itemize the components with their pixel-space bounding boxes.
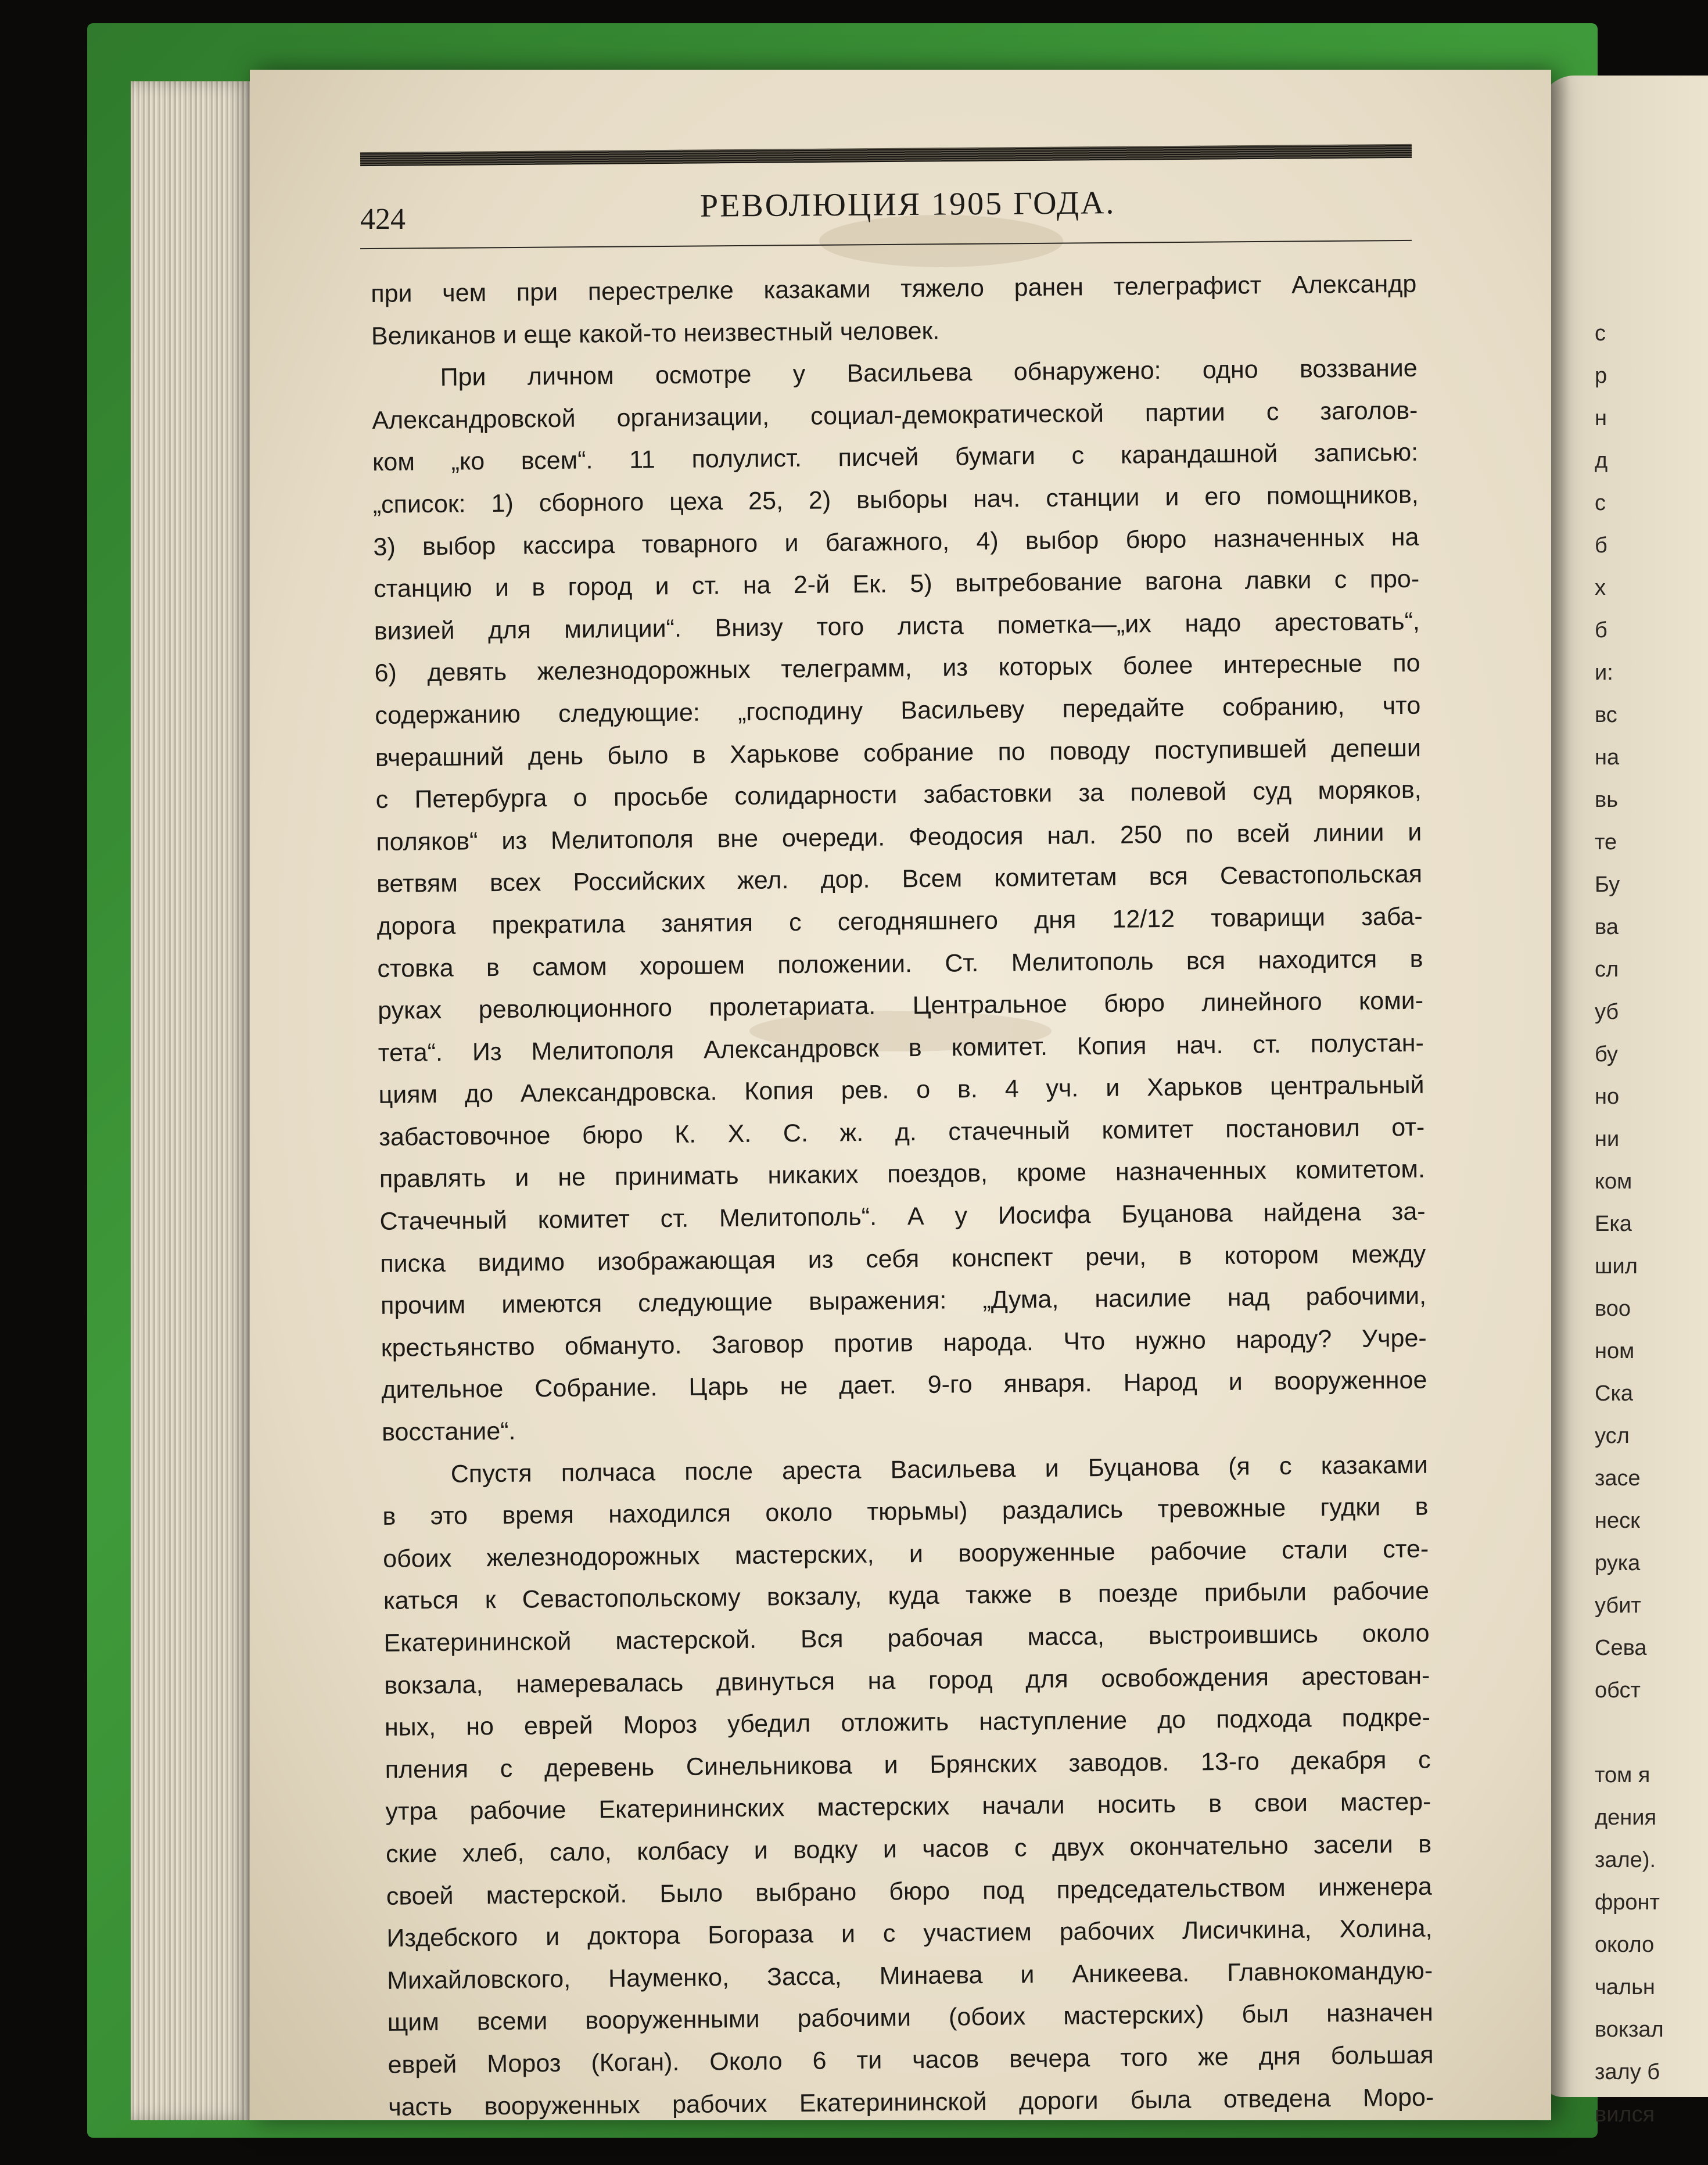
facing-page-fragment: воо: [1595, 1297, 1631, 1321]
facing-page-fragment: на: [1595, 745, 1620, 770]
facing-page-fragment: Ека: [1595, 1212, 1632, 1236]
text-line: тета“. Из Мелитополя Александровск в комитет. Копия нач. ст. полустан-: [378, 1029, 1424, 1067]
text-line: в это время находился около тюрьмы) раздались тревожные гудки в: [382, 1492, 1429, 1531]
facing-page-fragment: б: [1595, 618, 1607, 642]
facing-page-fragment: Ска: [1595, 1381, 1634, 1406]
facing-page-fragment: ком: [1595, 1169, 1632, 1194]
text-line: руках революционного пролетариата. Центральное бюро линейного коми-: [377, 986, 1424, 1025]
facing-page-fragment: засе: [1595, 1466, 1641, 1491]
text-line: ские хлеб, сало, колбасу и водку и часов с двух окончательно засели в: [385, 1830, 1432, 1868]
text-line: забастовочное бюро К. Х. С. ж. д. стачечный комитет постановил от-: [379, 1113, 1425, 1151]
text-line: Спустя полчаса после ареста Васильева и Буцанова (я с казаками: [450, 1450, 1429, 1488]
text-line: щим всеми вооруженными рабочими (обоих мастерских) был назначен: [387, 1998, 1434, 2037]
text-line: 6) девять железнодорожных телеграмм, из которых более интересные по: [374, 649, 1420, 688]
page-number: 424: [360, 203, 406, 236]
text-line: часть вооруженных рабочих Екатерининской дороги была отведена Моро-: [388, 2083, 1434, 2121]
facing-page-fragment: том я: [1595, 1763, 1650, 1787]
facing-page-fragment: б: [1595, 533, 1607, 558]
facing-page-fragment: дения: [1595, 1805, 1657, 1830]
page-edges: [131, 81, 259, 2120]
facing-page-fragment: с: [1595, 491, 1606, 515]
text-line: 3) выбор кассира товарного и багажного, 4) выбор бюро назначенных на: [373, 523, 1419, 561]
facing-page-fragment: сл: [1595, 957, 1619, 982]
text-line: своей мастерской. Было выбрано бюро под председательством инженера: [386, 1872, 1432, 1911]
text-line: правлять и не принимать никаких поездов, кроме назначенных комитетом.: [379, 1155, 1426, 1194]
text-line: При личном осмотре у Васильева обнаружено: одно воззвание: [440, 354, 1418, 392]
facing-page-fragment: вился: [1595, 2102, 1655, 2127]
text-line: поляков“ из Мелитополя вне очереди. Феодосия нал. 250 по всей линии и: [376, 818, 1422, 856]
text-line: крестьянство обмануто. Заговор против народа. Что нужно народу? Учре-: [381, 1324, 1427, 1362]
facing-page-fragment: р: [1595, 364, 1607, 388]
facing-page-fragment: залу б: [1595, 2060, 1660, 2084]
facing-page-fragment: усл: [1595, 1424, 1630, 1448]
text-line: при чем при перестрелке казаками тяжело ранен телеграфист Александр: [371, 270, 1417, 308]
text-line: стовка в самом хорошем положении. Ст. Мелитополь вся находится в: [377, 945, 1423, 983]
text-line: Великанов и еще какой-то неизвестный человек.: [371, 317, 940, 350]
facing-page-fragment: бу: [1595, 1042, 1618, 1067]
facing-page-fragment: обст: [1595, 1678, 1641, 1703]
facing-page-fragment: вь: [1595, 788, 1618, 812]
text-line: ветвям всех Российских жел. дор. Всем комитетам вся Севастопольская: [376, 860, 1423, 899]
facing-page-fragment: ном: [1595, 1339, 1635, 1363]
facing-page-fragment: неск: [1595, 1509, 1640, 1533]
facing-page-fragment: уб: [1595, 1000, 1619, 1024]
text-line: содержанию следующие: „господину Васильеву передайте собранию, что: [375, 691, 1421, 730]
text-line: циям до Александровска. Копия рев. о в. 4 уч. и Харьков центральный: [378, 1071, 1424, 1110]
text-line: дорога прекратила занятия с сегодняшнего дня 12/12 товарищи заба-: [376, 902, 1423, 940]
text-line: каться к Севастопольскому вокзалу, куда также в поезде прибыли рабочие: [383, 1577, 1430, 1615]
facing-page-fragment: Сева: [1595, 1636, 1647, 1660]
text-line: ком „ко всем“. 11 полулист. писчей бумаги с карандашной записью:: [372, 439, 1419, 477]
text-line: ных, но еврей Мороз убедил отложить наступление до подхода подкре-: [384, 1703, 1431, 1742]
facing-page-fragment: шил: [1595, 1254, 1638, 1279]
text-line: прочим имеются следующие выражения: „Дума, насилие над рабочими,: [380, 1281, 1427, 1320]
facing-page-fragment: рука: [1595, 1551, 1641, 1575]
text-line: Александровской организации, социал-демократической партии с заголов-: [372, 396, 1418, 435]
facing-page-fragment: с: [1595, 321, 1606, 346]
facing-page-fragment: ва: [1595, 915, 1619, 939]
text-line: станцию и в город и ст. на 2-й Ек. 5) вытребование вагона лавки с про-: [373, 565, 1420, 604]
facing-page-fragment: и:: [1595, 660, 1613, 685]
text-line: пления с деревень Синельникова и Брянских заводов. 13-го декабря с: [385, 1746, 1431, 1784]
text-line: утра рабочие Екатерининских мастерских начали носить в свои мастер-: [385, 1787, 1431, 1826]
text-line: „список: 1) сборного цеха 25, 2) выборы нач. станции и его помощников,: [372, 480, 1419, 519]
facing-page-fragment: д: [1595, 448, 1608, 473]
facing-page-fragment: н: [1595, 406, 1607, 430]
facing-page-fragment: зале).: [1595, 1848, 1656, 1872]
facing-page-fragment: ни: [1595, 1127, 1620, 1151]
running-head: РЕВОЛЮЦИЯ 1905 ГОДА.: [699, 185, 1116, 224]
facing-page-fragment: около: [1595, 1933, 1655, 1957]
text-line: Издебского и доктора Богораза и с участием рабочих Лисичкина, Холина,: [386, 1914, 1433, 1953]
text-line: с Петербурга о просьбе солидарности забастовки за полевой суд моряков,: [375, 775, 1422, 814]
facing-page-fragment: Бу: [1595, 873, 1620, 897]
text-line: вокзала, намеревалась двинуться на город для освобождения арестован-: [384, 1661, 1430, 1700]
text-line: дительное Собрание. Царь не дает. 9-го января. Народ и вооруженное: [381, 1366, 1427, 1405]
text-line: обоих железнодорожных мастерских, и вооруженные рабочие стали сте-: [383, 1535, 1429, 1573]
facing-page-fragment: но: [1595, 1085, 1620, 1109]
text-line: еврей Мороз (Коган). Около 6 ти часов вечера того же дня большая: [387, 2041, 1434, 2079]
text-line: Екатерининской мастерской. Вся рабочая масса, выстроившись около: [383, 1619, 1430, 1657]
text-line: Стачечный комитет ст. Мелитополь“. А у Иосифа Буцанова найдена за-: [379, 1197, 1426, 1236]
facing-page-fragment: чальн: [1595, 1975, 1655, 1999]
facing-page: [1540, 76, 1708, 2127]
facing-page-fragment: х: [1595, 576, 1606, 600]
facing-page-fragment: те: [1595, 830, 1617, 854]
facing-page-fragment: фронт: [1595, 1890, 1660, 1915]
facing-page-fragment: убит: [1595, 1593, 1641, 1618]
text-line: писка видимо изображающая из себя конспект речи, в котором между: [380, 1240, 1426, 1278]
body-text: [371, 263, 1434, 2128]
text-line: Михайловского, Науменко, Засса, Минаева и Аникеева. Главнокомандую-: [386, 1956, 1433, 1995]
facing-page-fragment: вокзал: [1595, 2017, 1664, 2042]
text-line: визией для милиции“. Внизу того листа пометка—„их надо арестовать“,: [374, 607, 1420, 645]
facing-page-fragment: вс: [1595, 703, 1617, 727]
text-line: восстание“.: [381, 1417, 516, 1446]
text-line: вчерашний день было в Харькове собрание по поводу поступившей депеши: [375, 734, 1422, 772]
